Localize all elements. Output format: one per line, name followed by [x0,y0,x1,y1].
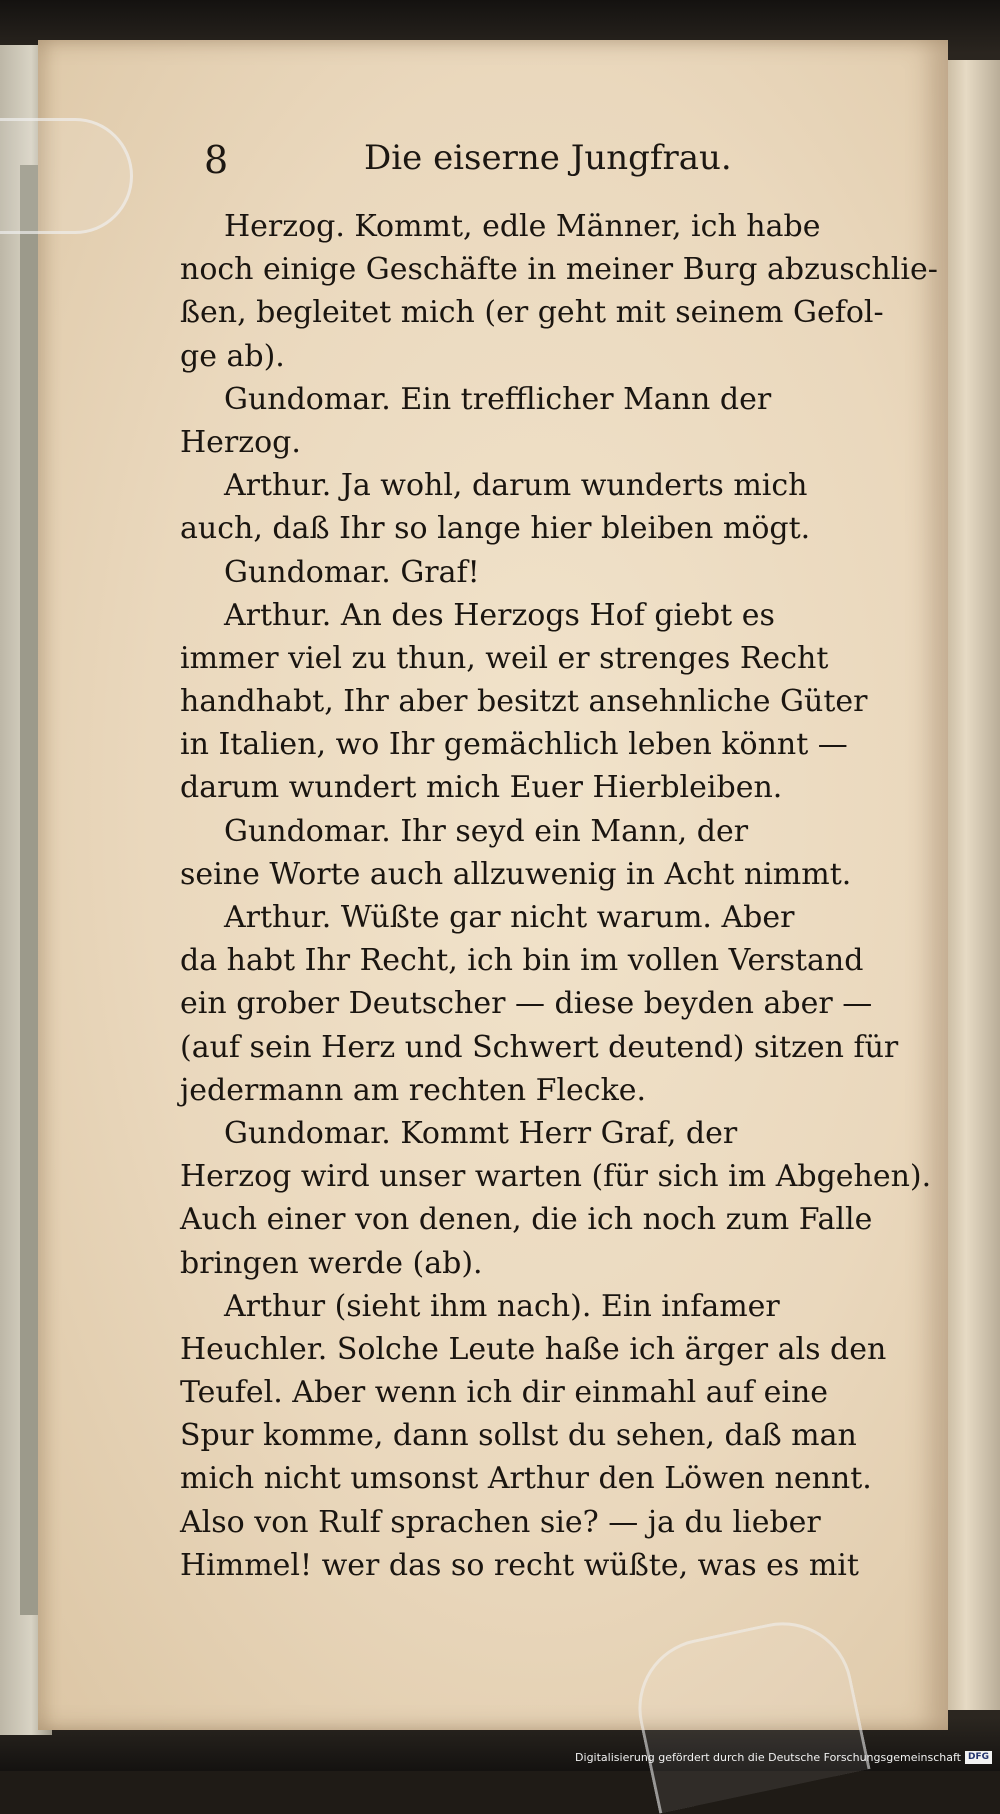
running-title: Die eiserne Jungfrau. [364,138,732,178]
text-line: Teufel. Aber wenn ich dir einmahl auf eine [180,1375,829,1411]
text-line: Herzog. [180,424,301,460]
text-line: darum wundert mich Euer Hierbleiben. [180,770,783,806]
text-line: Heuchler. Solche Leute haße ich ärger als den [180,1331,887,1367]
text-line: Arthur. Ja wohl, darum wunderts mich [224,468,808,504]
text-line: Herzog. Kommt, edle Männer, ich habe [224,209,821,244]
page-header [204,138,764,188]
text-line: Also von Rulf sprachen sie? — ja du lieber [180,1504,821,1540]
text-line: Gundomar. Ihr seyd ein Mann, der [224,813,749,849]
dfg-logo: DFG [965,1751,992,1764]
text-line: Auch einer von denen, die ich noch zum Falle [180,1202,873,1238]
text-line: handhabt, Ihr aber besitzt ansehnliche Güter [180,684,868,720]
text-line: immer viel zu thun, weil er strenges Recht [180,640,829,676]
page-edge [948,60,1000,1710]
text-line: seine Worte auch allzuwenig in Acht nimmt. [180,856,852,892]
text-line: Herzog wird unser warten (für sich im Abgehen). [180,1159,932,1195]
text-line: Arthur. Wüßte gar nicht warum. Aber [224,900,795,935]
text-line: da habt Ihr Recht, ich bin im vollen Verstand [180,943,864,979]
text-line: Arthur (sieht ihm nach). Ein infamer [224,1288,780,1324]
credit-text: Digitalisierung gefördert durch die Deutsche Forschungsgemeinschaft [575,1750,961,1764]
text-line: (auf sein Herz und Schwert deutend) sitzen für [180,1029,899,1065]
digitization-credit [575,1749,992,1765]
text-line: ein grober Deutscher — diese beyden aber — [180,986,873,1022]
text-line: mich nicht umsonst Arthur den Löwen nennt. [180,1461,872,1497]
text-line: noch einige Geschäfte in meiner Burg abzuschlie- [180,252,938,288]
text-line: in Italien, wo Ihr gemächlich leben könnt — [180,727,848,763]
text-line: Gundomar. Kommt Herr Graf, der [224,1115,738,1151]
text-line: Gundomar. Ein trefflicher Mann der [224,381,772,417]
text-line: bringen werde (ab). [180,1245,483,1281]
text-line: Spur komme, dann sollst du sehen, daß man [180,1418,857,1454]
text-line: auch, daß Ihr so lange hier bleiben mögt. [180,511,811,547]
text-line: ge ab). [180,338,285,374]
page-text [180,205,938,1587]
text-line: ßen, begleitet mich (er geht mit seinem Gefol- [180,295,884,331]
text-line: Gundomar. Graf! [224,554,480,590]
page-holder-clip [0,118,133,234]
text-line: Himmel! wer das so recht wüßte, was es mit [180,1547,859,1583]
text-line: jedermann am rechten Flecke. [180,1072,647,1108]
text-line: Arthur. An des Herzogs Hof giebt es [224,597,775,633]
page-number: 8 [204,138,229,182]
